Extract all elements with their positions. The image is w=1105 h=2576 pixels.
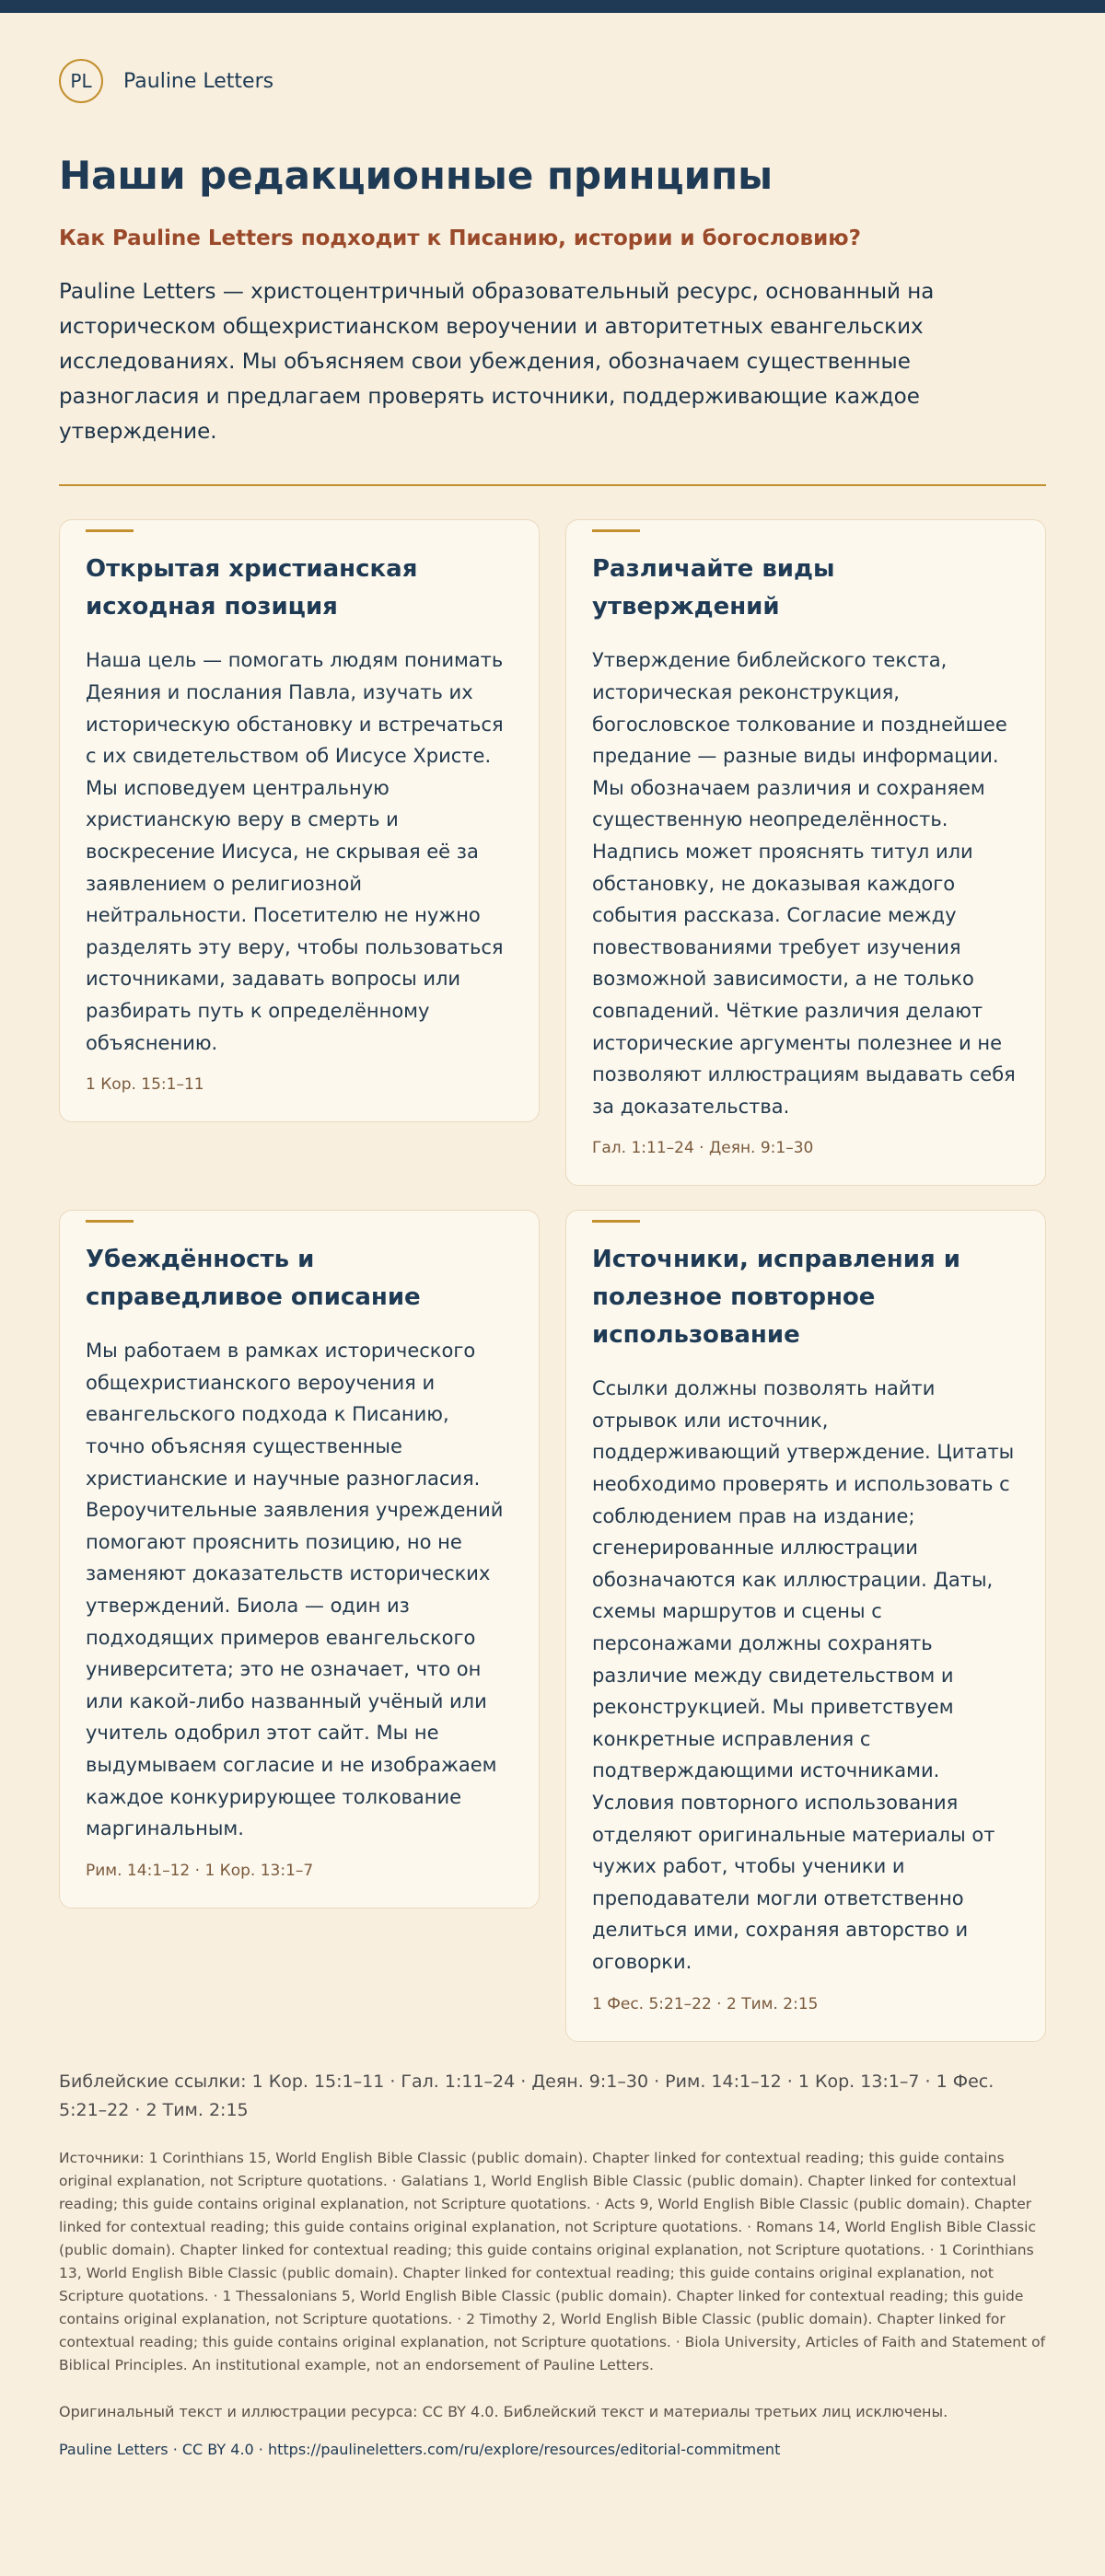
page-title: Наши редакционные принципы [59,153,774,198]
card-scripture-ref[interactable]: Гал. 1:11–24 · Деян. 9:1–30 [592,1139,814,1158]
intro-paragraph: Pauline Letters — христоцентричный образовательный ресурс, основанный на историческом общехристианском вероучении и авторитетных евангельских исследованиях. Мы объясняем свои убеждения, обозначаем существенные разногласия и предлагаем проверять источники, поддерживающие каждое утверждение. [59,280,935,445]
sources-list[interactable]: Источники: 1 Corinthians 15, World English Bible Classic (public domain). Chapter linked for contextual reading; this guide contains original explanation, not Scripture quotations. · Galatians 1, World English Bible Classic (public domain). Chapter linked for contextual reading; this guide contains original explanation, not Scripture quotations. · Acts 9, World English Bible Classic (public domain). Chapter linked for contextual reading; this guide contains original explanation, not Scripture quotations. · Romans 14, World English Bible Classic (public domain). Chapter linked for contextual reading; this guide contains original explanation, not Scripture quotations. · 1 Corinthians 13, World English Bible Classic (public domain). Chapter linked for contextual reading; this guide contains original explanation, not Scripture quotations. · 1 Thessalonians 5, World English Bible Classic (public domain). Chapter linked for contextual reading; this guide contains original explanation, not Scripture quotations. · 2 Timothy 2, World English Bible Classic (public domain). Chapter linked for contextual reading; this guide contains original explanation, not Scripture quotations. · Biola University, Articles of Faith and Statement of Biblical Principles. An institutional example, not an endorsement of Pauline Letters. [59,2149,1046,2373]
card-accent-line [86,529,134,532]
card-title: Различайте виды утверждений [592,555,835,621]
card-title: Открытая христианская исходная позиция [86,555,418,621]
divider [59,484,1046,486]
principle-card [565,1210,1046,2041]
principles-grid [59,519,1046,2041]
license-note: Оригинальный текст и иллюстрации ресурса: CC BY 4.0. Библейский текст и материалы третьих лиц исключены. [59,2402,948,2420]
brand-header[interactable] [59,59,1046,103]
card-body: Наша цель — помогать людям понимать Деяния и послания Павла, изучать их историческую обстановку и встречаться с их свидетельством об Иисусе Христе. Мы исповедуем центральную христианскую веру в смерть и воскресение Иисуса, не скрывая её за заявлением о религиозной нейтральности. Посетителю не нужно разделять эту веру, чтобы пользоваться источниками, задавать вопросы или разбирать путь к определённому объяснению. [86,649,504,1054]
card-scripture-ref[interactable]: 1 Кор. 15:1–11 [86,1075,204,1095]
page-subtitle: Как Pauline Letters подходит к Писанию, истории и богословию? [59,226,861,251]
bible-references[interactable]: Библейские ссылки: 1 Кор. 15:1–11 · Гал. 1:11–24 · Деян. 9:1–30 · Рим. 14:1–12 · 1 Кор. 13:1–7 · 1 Фес. 5:21–22 · 2 Тим. 2:15 [59,2071,994,2120]
principle-card [59,1210,540,1909]
card-accent-line [592,1220,640,1223]
top-bar [0,0,1105,13]
card-body: Утверждение библейского текста, историческая реконструкция, богословское толкование и позднейшее предание — разные виды информации. Мы обозначаем различия и сохраняем существенную неопределённость. Надпись может прояснять титул или обстановку, не доказывая каждого события рассказа. Согласие между повествованиями требует изучения возможной зависимости, а не только совпадений. Чёткие различия делают исторические аргументы полезнее и не позволяют иллюстрациям выдавать себя за доказательства. [592,649,1016,1118]
card-scripture-ref[interactable]: 1 Фес. 5:21–22 · 2 Тим. 2:15 [592,1994,819,2013]
page-footer[interactable]: Pauline Letters · CC BY 4.0 · https://paulineletters.com/ru/explore/resources/editorial-commitment [59,2440,781,2458]
site-name[interactable]: Pauline Letters [123,69,274,93]
principle-card [565,519,1046,1186]
card-scripture-ref[interactable]: Рим. 14:1–12 · 1 Кор. 13:1–7 [86,1861,314,1880]
card-body: Мы работаем в рамках исторического общехристианского вероучения и евангельского подхода к Писанию, точно объясняя существенные христианские и научные разногласия. Вероучительные заявления учреждений помогают прояснить позицию, но не заменяют доказательств исторических утверждений. Биола — один из подходящих примеров евангельского университета; это не означает, что он или какой-либо названный учёный или учитель одобрил этот сайт. Мы не выдумываем согласие и не изображаем каждое конкурирующее толкование маргинальным. [86,1340,504,1840]
card-accent-line [592,529,640,532]
page-content [0,59,1105,2458]
card-title: Убеждённость и справедливое описание [86,1246,421,1312]
site-logo[interactable]: PL [59,59,103,103]
principle-card [59,519,540,1122]
card-accent-line [86,1220,134,1223]
card-title: Источники, исправления и полезное повторное использование [592,1246,960,1350]
card-body: Ссылки должны позволять найти отрывок или источник, поддерживающий утверждение. Цитаты необходимо проверять и использовать с соблюдением прав на издание; сгенерированные иллюстрации обозначаются как иллюстрации. Даты, схемы маршрутов и сцены с персонажами должны сохранять различие между свидетельством и реконструкцией. Мы приветствуем конкретные исправления с подтверждающими источниками. Условия повторного использования отделяют оригинальные материалы от чужих работ, чтобы ученики и преподаватели могли ответственно делиться ими, сохраняя авторство и оговорки. [592,1377,1015,1973]
